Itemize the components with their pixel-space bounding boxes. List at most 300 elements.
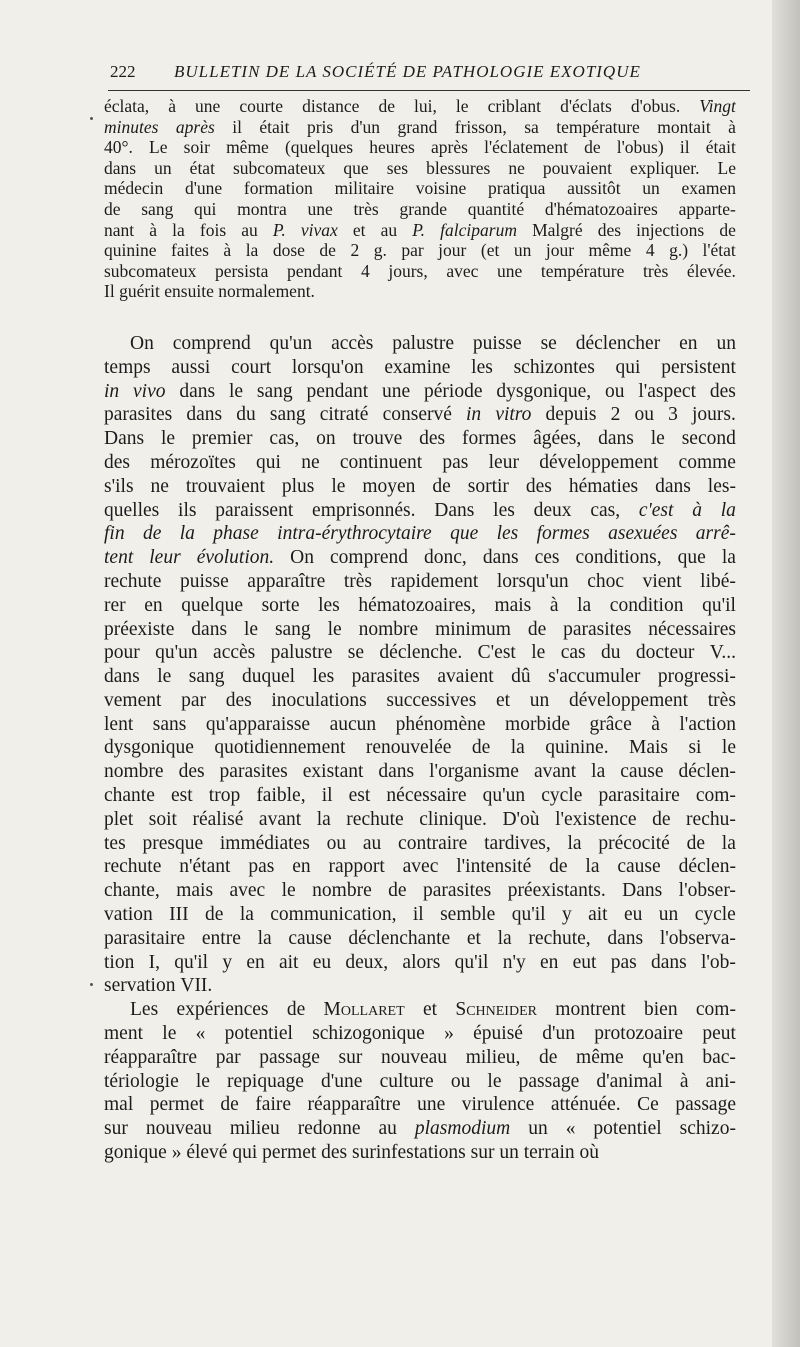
word: à: [679, 1070, 689, 1092]
word: jour: [545, 240, 575, 261]
word: sur: [470, 1142, 495, 1164]
word: qu'un: [269, 332, 313, 354]
word: au: [362, 832, 382, 854]
word: pas: [442, 451, 469, 473]
word: se: [540, 332, 557, 354]
word: dans: [186, 404, 223, 426]
word: ani-: [705, 1070, 736, 1092]
word: vivo: [133, 380, 166, 402]
word: avec: [402, 856, 439, 878]
word: nant: [104, 219, 135, 240]
margin-mark: [90, 117, 93, 120]
text-line: [104, 356, 736, 380]
word: militaire: [334, 178, 394, 199]
word: passage: [518, 1070, 580, 1092]
word: VII.: [180, 975, 213, 997]
word: fin: [104, 523, 125, 545]
word: dans: [378, 761, 415, 783]
word: un: [658, 904, 679, 926]
word: formes: [462, 428, 517, 450]
word: quelque: [181, 594, 243, 616]
word: conservé: [382, 404, 452, 426]
word: dû: [511, 666, 531, 688]
word: un: [499, 1142, 519, 1164]
word: nombre: [104, 761, 164, 783]
word: comme: [678, 451, 736, 473]
word: grâce: [589, 713, 632, 735]
text-line: [104, 281, 736, 302]
word: y: [222, 951, 233, 973]
word: s'accumuler: [548, 666, 641, 688]
word: rechute: [104, 856, 162, 878]
word: lui,: [414, 96, 437, 116]
word: inoculations: [271, 689, 367, 711]
word: est: [171, 785, 193, 807]
word: successives: [386, 689, 477, 711]
word: I,: [148, 951, 160, 973]
word: jour: [438, 240, 467, 261]
word: schizogonique: [312, 1023, 425, 1045]
word: trop: [208, 785, 241, 807]
word: au: [380, 219, 398, 240]
text-line: [104, 594, 736, 618]
word: s'ils: [104, 475, 134, 497]
word: le: [162, 1023, 177, 1045]
word: période: [424, 380, 483, 402]
word: quantité: [467, 198, 525, 219]
word: pendant: [287, 260, 343, 281]
word: tériologie: [104, 1070, 179, 1092]
word: accès: [331, 332, 374, 354]
word: distance: [302, 96, 360, 116]
word: persista: [214, 260, 269, 281]
word: l'état: [702, 240, 736, 261]
text-line: [104, 879, 736, 903]
word: sa: [524, 116, 539, 137]
word: de: [686, 832, 706, 854]
word: qu'apparaisse: [205, 713, 311, 735]
word: libé-: [700, 570, 736, 592]
word: com-: [695, 785, 736, 807]
word: à: [651, 713, 660, 735]
word: en: [539, 951, 559, 973]
word: potentiel: [224, 1023, 293, 1045]
word: de: [527, 618, 547, 640]
word: chante: [104, 785, 155, 807]
word: le: [487, 1070, 502, 1092]
word: com-: [695, 999, 736, 1021]
word: plasmodium: [414, 1118, 511, 1140]
word: et: [352, 219, 366, 240]
word: la: [510, 737, 525, 759]
word: mal: [104, 1094, 134, 1116]
word: pris: [306, 116, 334, 137]
word: très: [707, 689, 736, 711]
word: rapport: [328, 856, 385, 878]
word: élevée.: [686, 260, 736, 281]
word: conditions,: [575, 547, 662, 569]
text-line: [104, 522, 736, 546]
word: d'un: [542, 1023, 576, 1045]
word: de: [104, 198, 121, 219]
word: le: [650, 428, 665, 450]
word: vivax: [300, 219, 338, 240]
word: sang: [188, 666, 225, 688]
word: courte: [239, 96, 284, 116]
text-line: [104, 689, 736, 713]
word: passage: [675, 1094, 736, 1116]
word: réalisé: [192, 808, 244, 830]
word: Les: [130, 999, 159, 1021]
word: formation: [243, 178, 313, 199]
word: du: [600, 642, 621, 664]
word: des: [597, 219, 622, 240]
word: On: [130, 332, 154, 354]
word: une: [496, 260, 523, 281]
word: sans: [152, 713, 187, 735]
word: ils: [178, 499, 197, 521]
word: formes: [536, 523, 590, 545]
word: aucun: [329, 713, 377, 735]
word: les: [312, 666, 335, 688]
word: deux,: [345, 951, 389, 973]
word: Mollaret: [323, 999, 405, 1021]
word: qu'il: [511, 904, 546, 926]
text-line: [104, 451, 736, 475]
word: parasites: [219, 761, 288, 783]
word: rechute: [346, 808, 404, 830]
word: »: [444, 1023, 454, 1045]
word: un: [154, 157, 172, 178]
word: accès: [213, 642, 256, 664]
word: déclenchante: [348, 927, 451, 949]
word: la: [721, 832, 736, 854]
word: gonique: [104, 1142, 167, 1164]
word: hématozoaires,: [358, 594, 476, 616]
word: premier: [191, 428, 253, 450]
word: jours.: [691, 404, 736, 426]
word: lorsqu'un: [496, 570, 569, 592]
word: »: [171, 1142, 182, 1164]
word: choc: [587, 570, 625, 592]
word: d'animal: [596, 1070, 663, 1092]
word: à: [149, 219, 158, 240]
word: parasites: [104, 404, 173, 426]
text-line: [104, 1093, 736, 1117]
word: il: [679, 137, 690, 158]
word: donc,: [424, 547, 467, 569]
word: d'un: [350, 116, 381, 137]
word: renouvelée: [365, 737, 452, 759]
word: communication,: [270, 904, 397, 926]
word: le: [455, 96, 469, 116]
word: les-: [707, 475, 736, 497]
word: il: [412, 904, 424, 926]
page-header: [110, 62, 750, 84]
word: 2: [350, 240, 360, 261]
word: rechu-: [686, 808, 736, 830]
word: hématies: [568, 475, 639, 497]
text-line: [104, 199, 736, 220]
word: était: [705, 137, 736, 158]
word: «: [195, 1023, 206, 1045]
word: après: [431, 137, 468, 158]
word: déclencher: [575, 332, 661, 354]
word: cycle: [541, 785, 583, 807]
word: au: [378, 1118, 397, 1140]
word: pendant: [306, 380, 369, 402]
word: qu'il: [702, 594, 736, 616]
word: injections: [636, 219, 705, 240]
word: III: [169, 904, 189, 926]
word: Malgré: [532, 219, 583, 240]
word: blessures: [426, 157, 491, 178]
word: réapparaître: [307, 1094, 401, 1116]
word: rapidement: [390, 570, 479, 592]
word: heures: [369, 137, 415, 158]
text-line: [104, 951, 736, 975]
word: le: [721, 737, 736, 759]
page-edge-shadow: [772, 0, 800, 1347]
word: examen: [681, 178, 736, 199]
word: minimum: [435, 618, 511, 640]
word: milieu: [229, 1118, 280, 1140]
word: presque: [142, 832, 204, 854]
word: en: [292, 856, 311, 878]
text-line: [104, 641, 736, 665]
word: sur: [104, 1118, 128, 1140]
word: (quelques: [284, 137, 354, 158]
word: temps: [104, 356, 151, 378]
word: criblant: [487, 96, 542, 116]
word: eu: [312, 951, 332, 973]
word: aussi: [171, 356, 211, 378]
word: mais: [176, 880, 214, 902]
word: qu'un: [482, 785, 526, 807]
word: déclenche.: [379, 642, 463, 664]
word: des: [321, 1142, 348, 1164]
word: palustre: [392, 332, 454, 354]
word: réapparaître: [104, 1046, 198, 1068]
word: rechute: [104, 570, 162, 592]
word: frisson,: [454, 116, 507, 137]
word: la: [591, 761, 606, 783]
word: dans: [482, 547, 519, 569]
word: que: [343, 157, 369, 178]
text-line: [104, 499, 736, 523]
word: P.: [272, 219, 286, 240]
text-line: [104, 546, 736, 570]
word: progressi-: [657, 666, 736, 688]
text-line: [104, 380, 736, 404]
word: cas,: [590, 499, 621, 521]
word: ou: [605, 380, 625, 402]
word: tion: [104, 951, 135, 973]
word: cause: [288, 927, 332, 949]
word: court: [231, 356, 272, 378]
word: des: [709, 380, 736, 402]
word: y: [561, 904, 572, 926]
word: mérozoïtes: [150, 451, 236, 473]
word: l'éclatement: [484, 137, 568, 158]
word: les: [493, 499, 515, 521]
word: montait: [657, 116, 711, 137]
word: des: [104, 451, 130, 473]
word: de: [539, 1046, 558, 1068]
word: docteur: [635, 642, 695, 664]
word: les: [471, 356, 493, 378]
word: chante,: [104, 880, 160, 902]
word: une: [417, 1094, 446, 1116]
word: à: [728, 116, 736, 137]
word: fois: [199, 219, 227, 240]
word: faire: [255, 1094, 292, 1116]
word: comprend: [172, 332, 251, 354]
word: terrain: [523, 1142, 575, 1164]
word: par: [215, 1046, 241, 1068]
word: la: [245, 240, 259, 261]
word: une: [382, 380, 411, 402]
word: l'action: [679, 713, 736, 735]
word: était: [259, 116, 290, 137]
word: et: [422, 999, 438, 1021]
word: asexuées: [608, 523, 678, 545]
word: est: [348, 785, 371, 807]
word: Le: [149, 137, 168, 158]
word: des: [225, 689, 252, 711]
word: ses: [386, 157, 409, 178]
word: la: [577, 594, 592, 616]
word: d'une: [185, 178, 223, 199]
word: parasites: [351, 666, 420, 688]
text-line: [104, 713, 736, 737]
word: repiquage: [227, 1070, 304, 1092]
text-line: [104, 998, 736, 1022]
text-line: [104, 760, 736, 784]
word: culture: [379, 1070, 434, 1092]
word: dose: [272, 240, 305, 261]
word: faible,: [256, 785, 306, 807]
word: permet: [149, 1094, 204, 1116]
word: de: [388, 880, 407, 902]
word: par: [401, 240, 424, 261]
word: potentiel: [593, 1118, 662, 1140]
word: alors: [402, 951, 441, 973]
word: puisse: [472, 332, 522, 354]
word: que: [450, 523, 479, 545]
word: par: [181, 689, 206, 711]
word: dans: [104, 157, 137, 178]
word: servation: [104, 975, 176, 997]
word: 2: [610, 404, 621, 426]
word: parasites: [423, 880, 492, 902]
word: préexiste: [104, 618, 175, 640]
word: température: [540, 260, 625, 281]
word: élevé: [186, 1142, 228, 1164]
word: leur: [488, 451, 519, 473]
word: existant: [302, 761, 364, 783]
word: V...: [709, 642, 736, 664]
body-text: [104, 96, 736, 1165]
word: surinfestations: [352, 1142, 466, 1164]
word: même: [226, 137, 269, 158]
word: développement: [539, 451, 659, 473]
paragraph-experiments: [104, 998, 736, 1165]
word: redonne: [297, 1118, 361, 1140]
word: qu'il: [174, 951, 209, 973]
word: parasites: [563, 618, 632, 640]
word: g.): [669, 240, 689, 261]
word: quinine: [104, 240, 157, 261]
word: la: [316, 808, 331, 830]
word: la: [721, 547, 736, 569]
text-line: [104, 618, 736, 642]
word: se: [347, 642, 365, 664]
word: ne: [508, 157, 525, 178]
word: d'éclats: [560, 96, 612, 116]
header-rule: [108, 90, 750, 91]
word: le: [281, 880, 296, 902]
word: un: [716, 332, 736, 354]
word: cycle: [694, 904, 736, 926]
word: qu'en: [642, 1046, 684, 1068]
word: des: [178, 761, 205, 783]
word: montrent: [555, 999, 626, 1021]
word: continuent: [339, 451, 423, 473]
word: le: [195, 1070, 210, 1092]
text-line: [104, 220, 736, 241]
word: sang: [274, 618, 311, 640]
word: Dans: [104, 428, 145, 450]
word: dans: [191, 618, 228, 640]
word: ment: [104, 1023, 143, 1045]
word: au: [241, 219, 258, 240]
word: la: [497, 927, 512, 949]
word: sang: [141, 198, 174, 219]
word: eut: [572, 951, 597, 973]
word: et: [466, 927, 481, 949]
word: soit: [148, 808, 177, 830]
paragraph-discussion: [104, 332, 736, 998]
word: de: [719, 219, 736, 240]
word: de: [319, 240, 336, 261]
word: puisse: [179, 570, 229, 592]
word: de: [378, 96, 395, 116]
word: contraire: [398, 832, 468, 854]
word: eu: [624, 904, 643, 926]
word: expliquer.: [629, 157, 700, 178]
word: un: [528, 1118, 548, 1140]
word: depuis: [545, 404, 597, 426]
word: ait: [588, 904, 608, 926]
text-line: [104, 832, 736, 856]
word: qui: [615, 356, 641, 378]
page-number: 222: [110, 62, 136, 81]
word: mais: [494, 594, 532, 616]
word: quotidiennement: [214, 737, 346, 759]
word: cause: [617, 856, 661, 878]
word: la: [179, 523, 195, 545]
word: une: [195, 96, 221, 116]
word: même: [588, 240, 632, 261]
word: nécessaires: [648, 618, 736, 640]
word: subcomateux: [104, 260, 197, 281]
word: permet: [262, 1142, 317, 1164]
word: pour: [104, 642, 140, 664]
word: Le: [717, 157, 736, 178]
word: avec: [229, 880, 266, 902]
word: lent: [104, 713, 134, 735]
